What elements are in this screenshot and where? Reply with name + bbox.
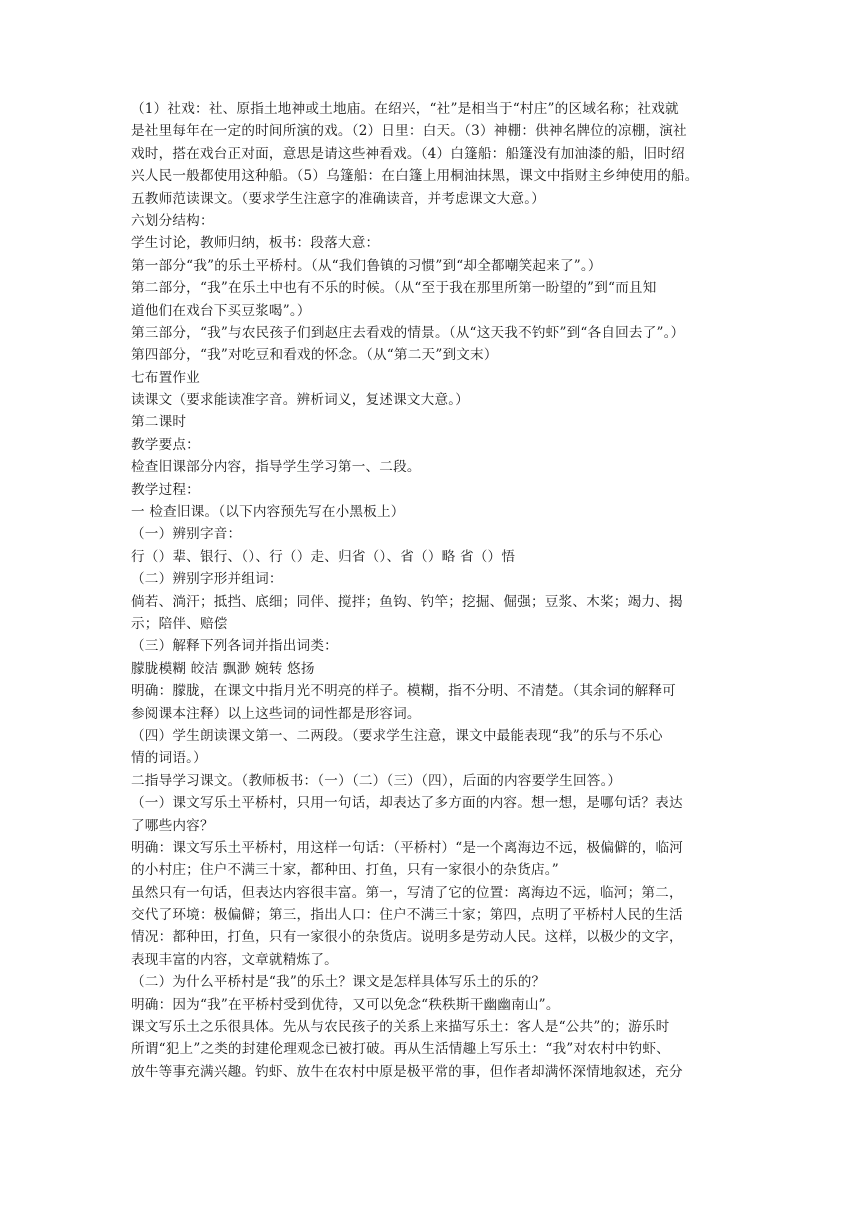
text-line: 放牛等事充满兴趣。钓虾、放牛在农村中原是极平常的事，但作者却满怀深情地叙述，充分 (131, 1063, 683, 1080)
text-line: 表现丰富的内容，文章就精炼了。 (131, 951, 338, 968)
text-line: 明确：朦胧，在课文中指月光不明亮的样子。模糊，指不分明、不清楚。（其余词的解释可 (131, 683, 676, 700)
text-line: 行（）辈、银行、（）、行（）走、归省（）、省（）略 省（）悟 (131, 548, 516, 565)
text-line: 虽然只有一句话，但表达内容很丰富。第一，写清了它的位置：离海边不远，临河；第二， (131, 884, 683, 901)
text-line: 的小村庄；住户不满三十家，都种田、打鱼，只有一家很小的杂货店。” (131, 862, 559, 879)
text-line: （三）解释下列各词并指出词类： (131, 638, 338, 655)
text-line: （二）辨别字形并组词： (131, 571, 283, 588)
text-line: 六划分结构： (131, 212, 214, 229)
text-line: 了哪些内容？ (131, 817, 214, 834)
text-line: （一）辨别字音： (131, 526, 242, 543)
text-line: （四）学生朗读课文第一、二两段。（要求学生注意，课文中最能表现“我”的乐与不乐心 (131, 727, 663, 744)
text-line: 明确：课文写乐土平桥村，用这样一句话：（平桥村）“是一个离海边不远，极偏僻的，临河 (131, 839, 684, 856)
text-line: 交代了环境：极偏僻；第三，指出人口：住户不满三十家；第四，点明了平桥村人民的生活 (131, 907, 683, 924)
text-line: 道他们在戏台下买豆浆喝”。） (131, 302, 311, 319)
text-line: 第二课时 (131, 414, 187, 431)
text-line: 一 检查旧课。（以下内容预先写在小黑板上） (131, 504, 405, 521)
text-line: 倘若、淌汗；抵挡、底细；同伴、搅拌；鱼钩、钓竿；挖掘、倔强；豆浆、木桨；竭力、揭 (131, 593, 683, 610)
text-line: 朦胧模糊 皎洁 飘渺 婉转 悠扬 (131, 660, 315, 677)
text-line: 教学要点： (131, 436, 200, 453)
text-line: 戏时，搭在戏台正对面，意思是请这些神看戏。（4）白篷船：船篷没有加油漆的船，旧时绍 (131, 145, 685, 162)
text-line: 所谓“犯上”之类的封建伦理观念已被打破。再从生活情趣上写乐土：“我”对农村中钓虾、 (131, 1041, 670, 1058)
text-line: 读课文（要求能读准字音。辨析词义，复述课文大意。） (131, 392, 470, 409)
text-line: 明确：因为“我”在平桥村受到优待，又可以免念“秩秩斯干幽幽南山”。 (131, 996, 560, 1013)
text-line: 检查旧课部分内容，指导学生学习第一、二段。 (131, 459, 421, 476)
text-line: （1）社戏：社、原指土地神或土地庙。在绍兴，“社”是相当于“村庄”的区域名称；社戏就 (131, 101, 679, 117)
text-line: 第三部分，“我”与农民孩子们到赵庄去看戏的情景。（从“这天我不钓虾”到“各自回去了”。） (131, 324, 685, 341)
text-line: 兴人民一般都使用这种船。（5）乌篷船：在白篷上用桐油抹黑，课文中指财主乡绅使用的船。 (131, 168, 699, 185)
text-line: 情的词语。） (131, 750, 207, 767)
text-line: （一）课文写乐土平桥村，只用一句话，却表达了多方面的内容。想一想，是哪句话？表达 (131, 795, 683, 812)
text-line: 教学过程： (131, 481, 200, 498)
text-line: 参阅课本注释）以上这些词的词性都是形容词。 (131, 705, 421, 722)
text-line: 示；陪伴、赔偿 (131, 615, 228, 632)
document-page (131, 98, 739, 1083)
text-line: 第一部分“我”的乐土平桥村。（从“我们鲁镇的习惯”到“却全都嘲笑起来了”。） (131, 257, 602, 274)
text-line: 第二部分，“我”在乐土中也有不乐的时候。（从“至于我在那里所第一盼望的”到“而且知 (131, 280, 657, 297)
text-line: 七布置作业 (131, 369, 200, 386)
text-line: 课文写乐土之乐很具体。先从与农民孩子的关系上来描写乐土：客人是“公共”的；游乐时 (131, 1019, 670, 1036)
text-line: 二指导学习课文。（教师板书：（一）（二）（三）（四），后面的内容要学生回答。） (131, 772, 622, 789)
text-line: 是社里每年在一定的时间所演的戏。（2）日里：白天。（3）神棚：供神名牌位的凉棚，演社 (131, 123, 687, 140)
text-line: 五教师范读课文。（要求学生注意字的准确读音，并考虑课文大意。） (131, 190, 546, 207)
text-line: （二）为什么平桥村是“我”的乐土？课文是怎样具体写乐土的乐的？ (131, 974, 546, 991)
text-line: 第四部分，“我”对吃豆和看戏的怀念。（从“第二天”到文末） (131, 347, 498, 364)
text-line: 学生讨论，教师归纳，板书：段落大意： (131, 235, 380, 252)
text-line: 情况：都种田，打鱼，只有一家很小的杂货店。说明多是劳动人民。这样，以极少的文字， (131, 929, 683, 946)
